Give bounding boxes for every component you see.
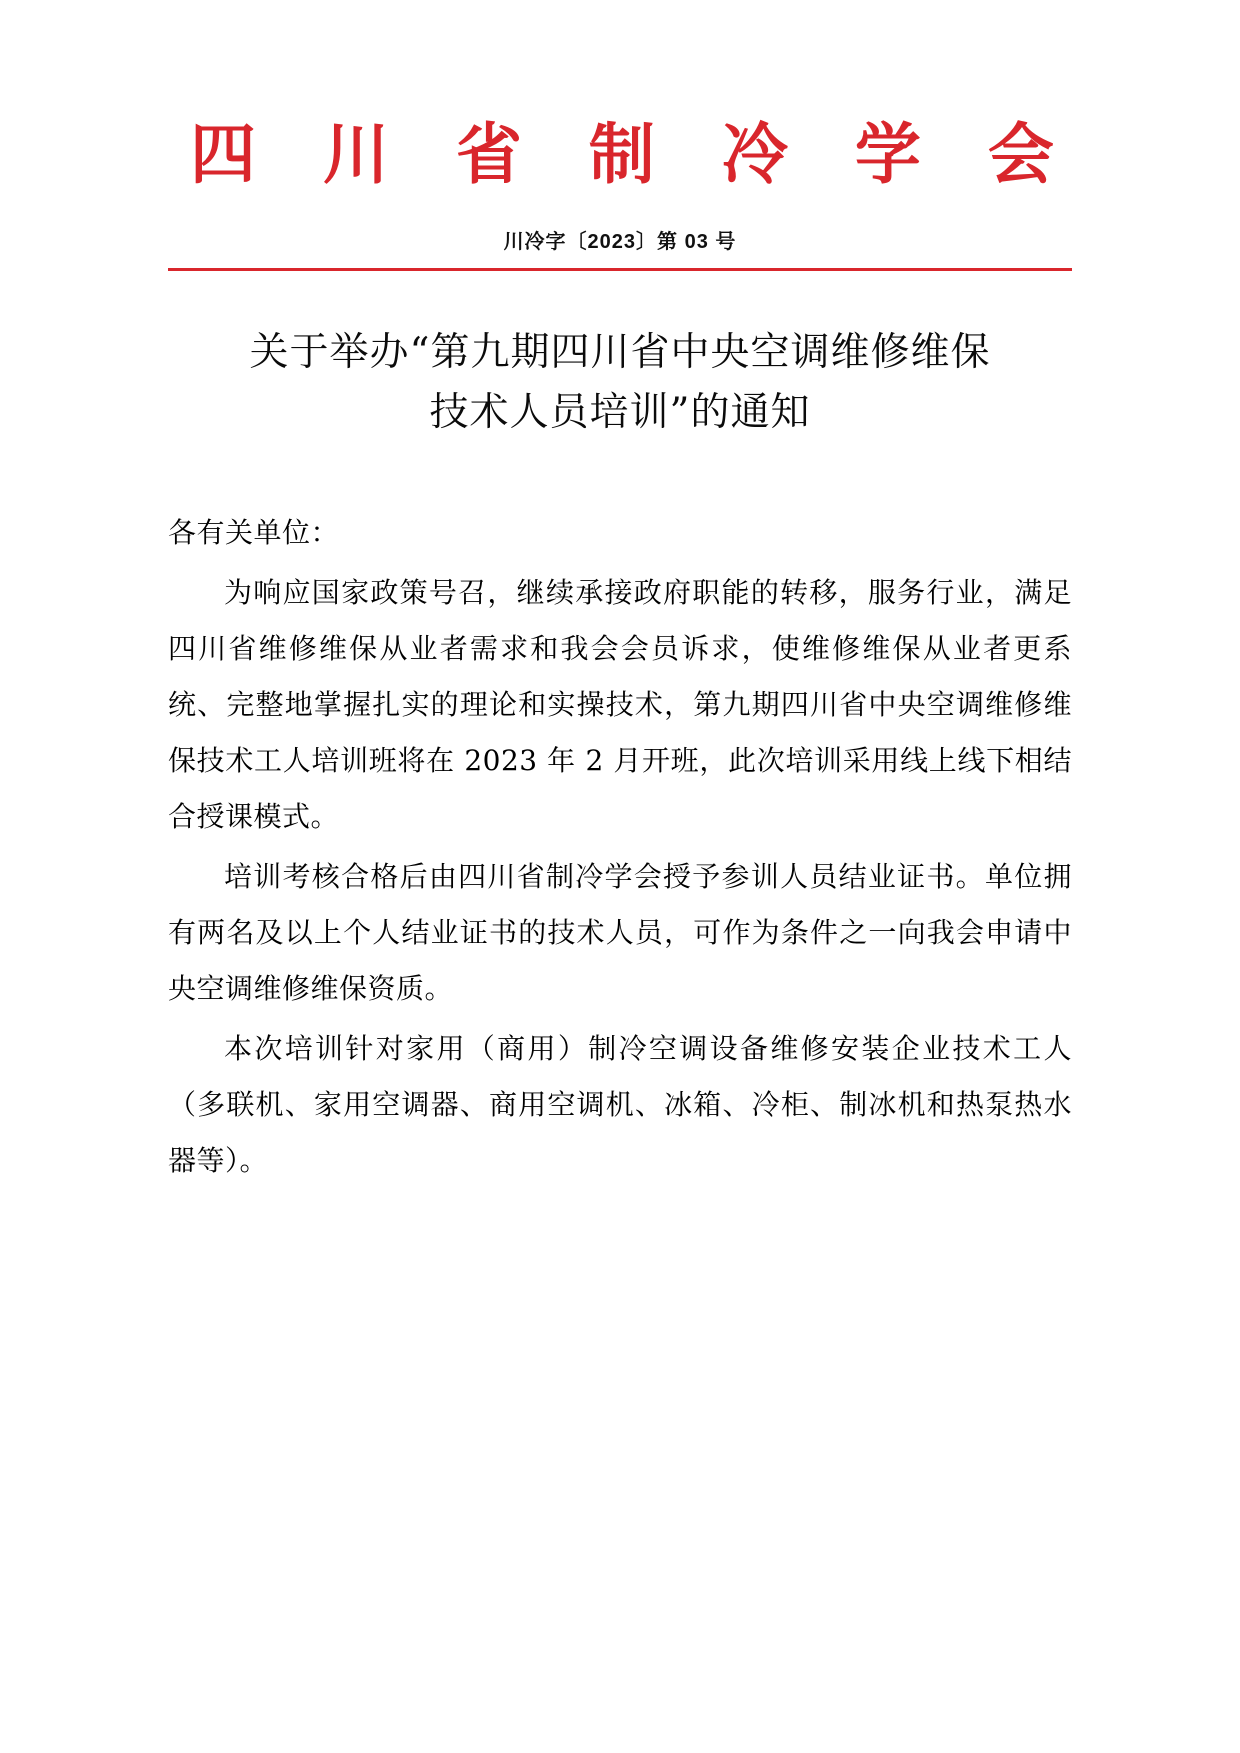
document-number: 川冷字〔2023〕第 03 号 (503, 230, 737, 253)
header-divider (168, 268, 1072, 271)
body-paragraph-1: 为响应国家政策号召，继续承接政府职能的转移，服务行业，满足四川省维修维保从业者需求和我会会员诉求，使维修维保从业者更系统、完整地掌握扎实的理论和实操技术，第九期四川省中央空调维修维保技术工人培训班将在 2023 年 2 月开班，此次培训采用线上线下相结合授课模式。 (168, 576, 1072, 834)
organization-title: 四 川 省 制 冷 学 会 (190, 115, 1076, 193)
letterhead (168, 0, 1076, 271)
page-title-line-1: 关于举办“第九期四川省中央空调维修维保 (249, 329, 991, 375)
body-paragraph-2: 培训考核合格后由四川省制冷学会授予参训人员结业证书。单位拥有两名及以上个人结业证书的技术人员，可作为条件之一向我会申请中央空调维修维保资质。 (168, 860, 1072, 1006)
salutation: 各有关单位： (168, 516, 340, 550)
body-paragraph-3: 本次培训针对家用（商用）制冷空调设备维修安装企业技术工人（多联机、家用空调器、商用空调机、冰箱、冷柜、制冰机和热泵热水器等）。 (168, 1032, 1072, 1178)
page-title-line-2: 技术人员培训”的通知 (429, 390, 811, 436)
page-title (168, 323, 1072, 444)
document-body (168, 505, 1072, 1189)
